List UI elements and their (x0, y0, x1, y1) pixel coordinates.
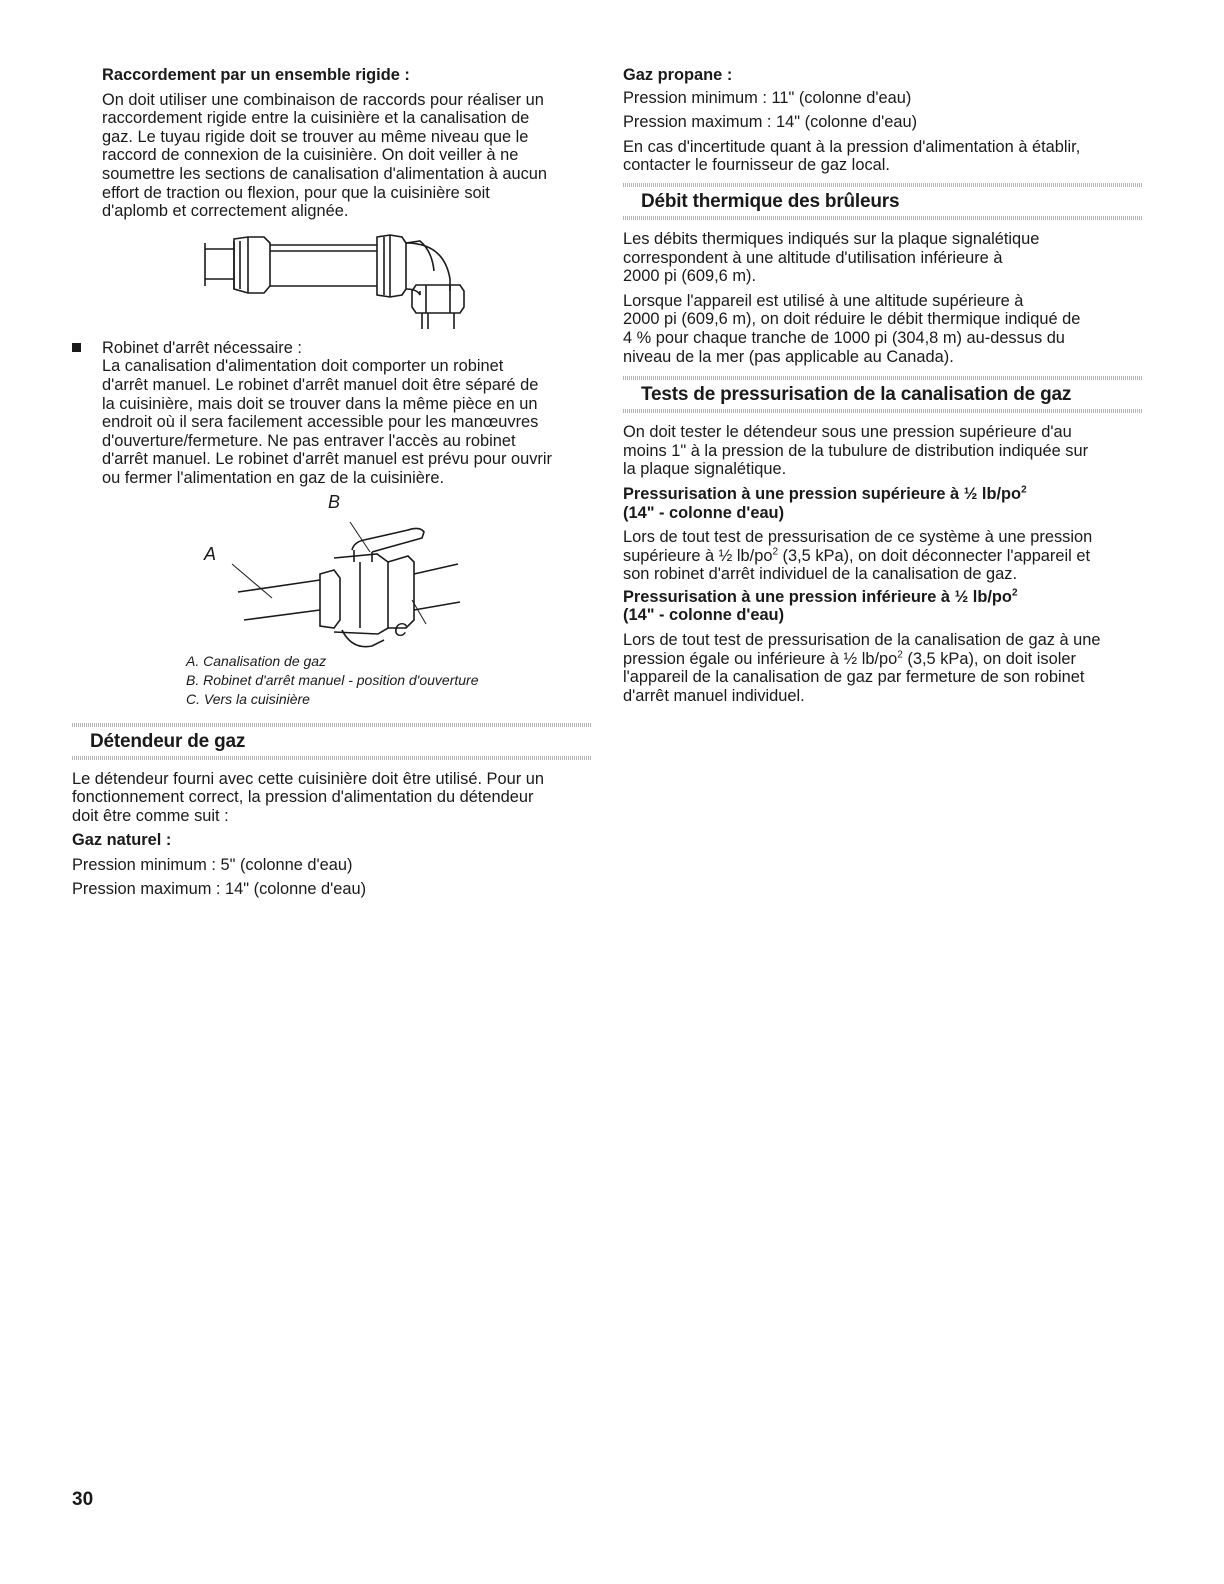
rigid-connection-title: Raccordement par un ensemble rigide : (102, 66, 410, 84)
section-divider (72, 756, 592, 760)
left-column (72, 66, 592, 899)
right-column (623, 66, 1143, 705)
natural-gas-title: Gaz naturel : (72, 831, 172, 850)
natural-gas-min: Pression minimum : 5" (colonne d'eau) (72, 855, 353, 874)
caption-a: A. Canalisation de gaz (186, 652, 327, 669)
shutoff-valve-bullet: Robinet d'arrêt nécessaire : La canalisation d'alimentation doit comporter un robinet d'arrêt manuel. Le robinet d'arrêt manuel doit être séparé de la cuisinière, mais doit se trouver dans la même pièce en un endroit où il sera facilement accessible pour les manœuvres d'ouverture/fermeture. Ne pas entraver l'accès au robinet d'arrêt manuel. Le robinet d'arrêt manuel est prévu pour ouvrir ou fermer l'alimentation en gaz de la cuisinière. (102, 339, 592, 488)
burner-heading: Débit thermique des brûleurs (641, 190, 900, 212)
bullet-square-icon (72, 343, 81, 352)
rigid-connection-text: On doit utiliser une combinaison de raccords pour réaliser un raccordement rigide entre la cuisinière et la canalisation de gaz. Le tuyau rigide doit se trouver au même niveau que le raccord de connexion de la cuisinière. On doit veiller à ne soumettre les sections de canalisation d'alimentation à aucun effort de traction ou flexion, pour que la cuisinière soit d'aplomb et correctement alignée. (102, 90, 548, 221)
section-divider (623, 216, 1143, 220)
propane-title: Gaz propane : (623, 66, 733, 84)
section-divider (623, 183, 1143, 187)
propane-min: Pression minimum : 11" (colonne d'eau) (623, 88, 912, 107)
shutoff-valve-illustration (72, 500, 592, 650)
caption-b: B. Robinet d'arrêt manuel - position d'ouverture (186, 671, 479, 688)
propane-note: En cas d'incertitude quant à la pression d'alimentation à établir, contacter le fournisseur de gaz local. (623, 137, 1081, 175)
below-half-psi-title: Pressurisation à une pression inférieure à ½ $lb/po^2$ (623, 587, 1018, 606)
propane-max: Pression maximum : 14" (colonne d'eau) (623, 113, 918, 132)
rigid-pipe-illustration (72, 231, 592, 331)
pressure-test-section: Tests de pressurisation de la canalisation de gaz On doit tester le détendeur sous une pression supérieure d'au moins 1" à la pression de la tubulure de distribution indiquée sur la plaque signalétique. Pressurisation à une pression supérieure à ½ $lb/po^2$ (14" - colonne d'eau) Lors de tout test de pressurisation de ce système à une pression supérieure à ½ $lb/po^2$ (3,5 kPa), on doit déconnecter l'appareil et son robinet d'arrêt individuel de la canalisation de gaz. Pressurisation à une pression inférieure à ½ $lb/po^2$ (14" - colonne d'eau) Lors de tout test de pressurisation de la canalisation de gaz à une pression égale ou inférieure à ½ $lb/po^2$ (3,5 kPa), on doit isoler l'appareil de la canalisation de gaz par fermeture de son robinet d'arrêt manuel individuel. (623, 376, 1143, 705)
page-number: 30 (72, 1489, 94, 1510)
below-half-psi-text: Lors de tout test de pressurisation de la canalisation de gaz à une pression égale ou inférieure à ½ $lb/po^2$ (3,5 kPa), on doit isoler l'appareil de la canalisation de gaz par fermeture de son robinet d'arrêt manuel individuel. (623, 631, 1101, 705)
section-divider (623, 376, 1143, 380)
figure-label-b: B (328, 491, 341, 512)
regulator-heading: Détendeur de gaz (90, 730, 246, 752)
burner-section: Débit thermique des brûleurs Les débits thermiques indiqués sur la plaque signalétique correspondent à une altitude d'utilisation inférieure à 2000 pi (609,6 m). Lorsque l'appareil est utilisé à une altitude supérieure à 2000 pi (609,6 m), on doit réduire le débit thermique indiqué de 4 % pour chaque tranche de 1000 pi (304,8 m) au-dessus du niveau de la mer (pas applicable au Canada). (623, 183, 1143, 366)
above-half-psi-title: Pressurisation à une pression supérieure à ½ $lb/po^2$ (623, 484, 1027, 503)
caption-c: C. Vers la cuisinière (186, 690, 310, 707)
section-divider (623, 409, 1143, 413)
figure-captions (186, 652, 592, 709)
above-half-psi-text: Lors de tout test de pressurisation de ce système à une pression supérieure à ½ $lb/po^2$ (3,5 kPa), on doit déconnecter l'appareil et son robinet d'arrêt individuel de la canalisation de gaz. (623, 528, 1093, 584)
shutoff-valve-figure (72, 491, 592, 650)
section-divider (72, 723, 592, 727)
regulator-section: Détendeur de gaz Le détendeur fourni avec cette cuisinière doit être utilisé. Pour un fonctionnement correct, la pression d'alimentation du détendeur doit être comme suit : Gaz naturel : Pression minimum : 5" (colonne d'eau) Pression maximum : 14" (colonne d'eau) (72, 723, 592, 900)
figure-label-c: C (394, 619, 407, 640)
natural-gas-max: Pression maximum : 14" (colonne d'eau) (72, 880, 367, 899)
pressure-test-heading: Tests de pressurisation de la canalisation de gaz (641, 384, 1072, 406)
shutoff-valve-title: Robinet d'arrêt nécessaire : (102, 338, 302, 357)
figure-label-a: A (204, 543, 217, 564)
